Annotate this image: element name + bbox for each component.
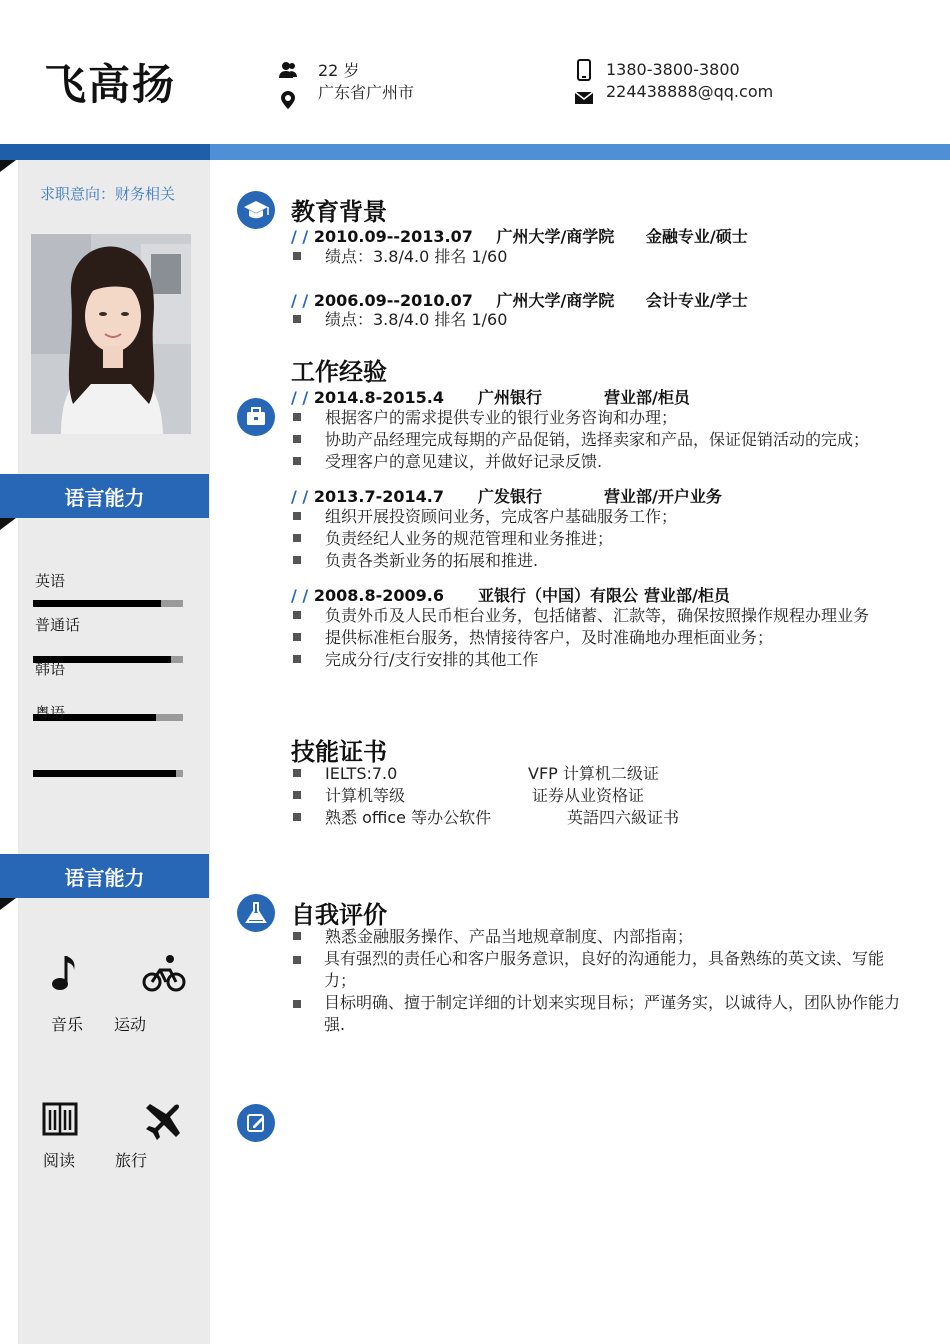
hobby-label: 音乐 [51,1015,84,1034]
education-title: 教育背景 [291,198,387,226]
education-detail: 绩点：3.8/4.0 排名 1/60 [293,309,507,331]
briefcase-icon [237,398,275,436]
work-title: 工作经验 [291,358,387,386]
work-duty-item: 完成分行/支行安排的其他工作 [293,649,538,671]
profile-photo [31,234,191,434]
work-duty-item: 负责外币及人民币柜台业务，包括储蓄、汇款等，确保按照操作规程办理业务 [293,605,869,627]
language-name: 普通话 [35,616,81,634]
skills-title: 技能证书 [291,738,387,766]
candidate-name: 飞高扬 [44,60,177,109]
airplane-icon [142,1100,182,1144]
corner-triangle [0,898,16,910]
language-name: 韩语 [35,660,66,678]
hobby-label: 运动 [114,1015,147,1034]
music-note-icon [48,952,84,998]
work-duty-item: 受理客户的意见建议，并做好记录反馈. [293,451,602,473]
top-accent-bar-dark [0,144,210,160]
education-entry-head: / / 2006.09--2010.07 广州大学/商学院 会计专业/学士 [291,291,748,310]
self-eval-item: 熟悉金融服务操作、产品当地规章制度、内部指南； [293,926,693,948]
language-level-bar [33,770,183,777]
education-detail: 绩点：3.8/4.0 排名 1/60 [293,246,507,268]
language-level-fill [33,770,176,777]
work-duty-item: 协助产品经理完成每期的产品促销，选择卖家和产品，保证促销活动的完成； [293,429,869,451]
corner-triangle [0,518,16,530]
edit-icon [237,1104,275,1142]
work-entry-head: / / 2014.8-2015.4 广州银行 营业部/柜员 [291,388,690,407]
skill-row: 计算机等级 [293,785,405,807]
self-eval-item: 具有强烈的责任心和客户服务意识，良好的沟通能力，具备熟练的英文读、写能力； [293,948,913,992]
skill-row: IELTS:7.0 [293,763,397,785]
skill-cert: VFP 计算机二级证 [528,764,659,783]
flask-icon [237,894,275,932]
graduation-cap-icon [237,191,275,229]
phone-icon [574,59,594,79]
hobbies-banner: 语言能力 [0,854,209,898]
phone-text: 1380-3800-3800 [606,60,740,79]
book-icon [42,1100,78,1142]
mail-icon [574,90,594,110]
job-intent: 求职意向：财务相关 [40,185,176,203]
skill-row: 熟悉 office 等办公软件 [293,807,491,829]
work-duty-item: 负责各类新业务的拓展和推进. [293,550,538,572]
language-level-bar [33,600,183,607]
skill-cert: 英語四六級证书 [567,808,680,827]
language-name: 粤语 [35,704,66,722]
language-level-fill [33,600,161,607]
work-entry-head: / / 2008.8-2009.6 亚银行（中国）有限公 营业部/柜员 [291,586,730,605]
self-eval-title: 自我评价 [291,901,387,929]
work-duty-item: 组织开展投资顾问业务，完成客户基础服务工作； [293,506,677,528]
work-duty-item: 负责经纪人业务的规范管理和业务推进； [293,528,613,550]
corner-triangle [0,160,16,172]
work-entry-head: / / 2013.7-2014.7 广发银行 营业部/开户业务 [291,487,722,506]
work-duty-item: 根据客户的需求提供专业的银行业务咨询和办理； [293,407,677,429]
hobby-label: 旅行 [115,1151,148,1170]
top-accent-bar [210,144,950,160]
self-eval-item: 目标明确、擅于制定详细的计划来实现目标；严谨务实，以诚待人，团队协作能力强. [293,992,913,1036]
education-entry-head: / / 2010.09--2013.07 广州大学/商学院 金融专业/硕士 [291,227,748,246]
cycling-icon [142,954,186,998]
hobby-label: 阅读 [43,1151,76,1170]
location-text: 广东省广州市 [318,83,415,102]
work-duty-item: 提供标准柜台服务，热情接待客户，及时准确地办理柜面业务； [293,627,773,649]
email-text: 224438888@qq.com [606,82,774,101]
user-icon [278,60,298,80]
languages-banner: 语言能力 [0,474,209,518]
age-text: 22 岁 [318,61,360,80]
location-icon [278,90,298,110]
language-name: 英语 [35,572,66,590]
skill-cert: 证券从业资格证 [532,786,645,805]
